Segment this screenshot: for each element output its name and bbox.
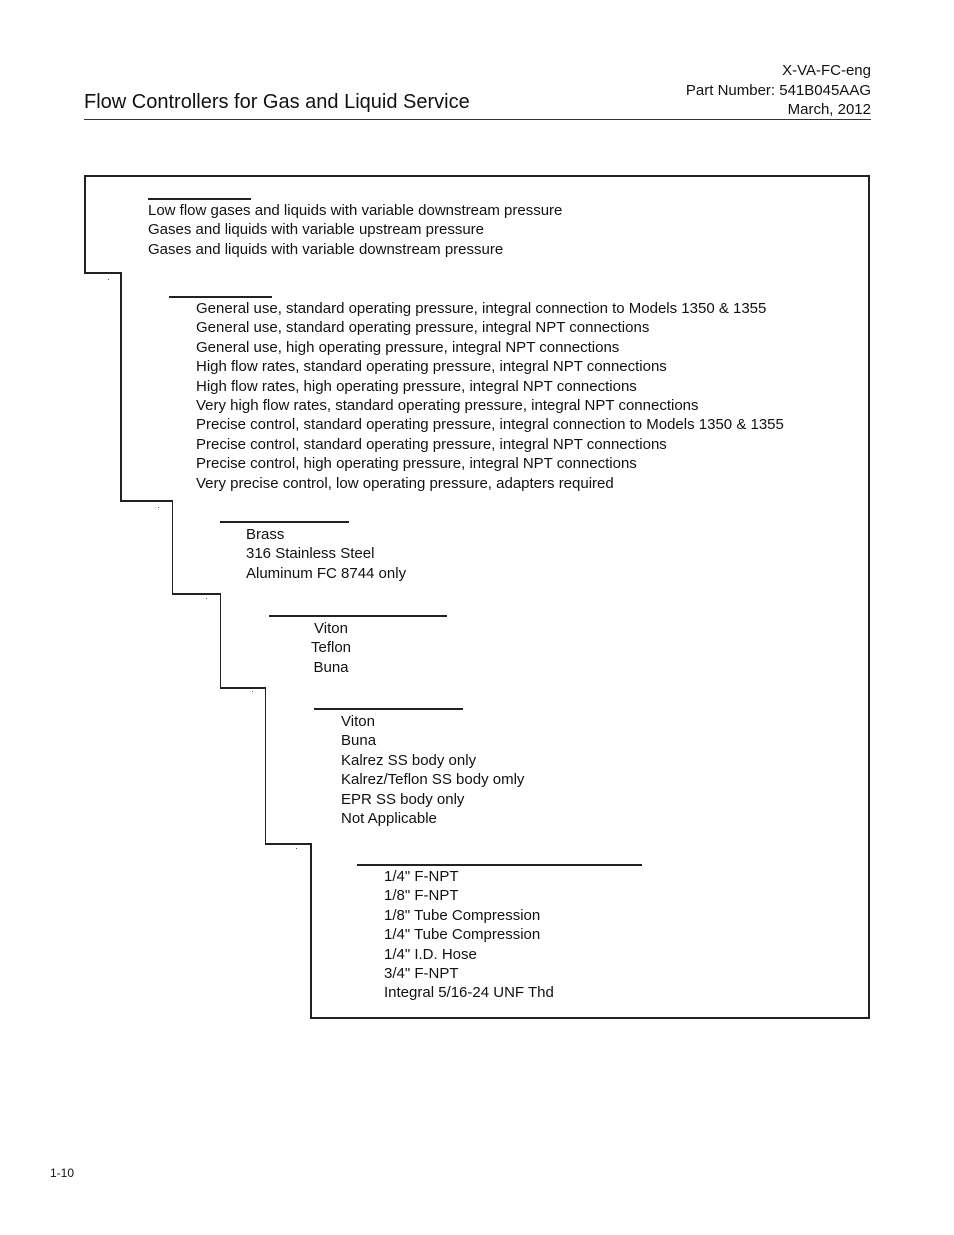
marker-dot (296, 848, 297, 849)
section-6-list (384, 867, 554, 1003)
section-3-underline (220, 521, 349, 523)
part-number: Part Number: 541B045AAG (685, 81, 871, 99)
list-item: Buna (313, 658, 349, 676)
section-4-list (309, 619, 353, 677)
marker-dot (158, 507, 159, 508)
section-3-list (246, 525, 406, 583)
list-item: EPR SS body only (341, 790, 465, 808)
list-item: Precise control, high operating pressure, integral NPT connections (196, 455, 637, 473)
section-4-underline (269, 615, 447, 617)
list-item: 3/4" F-NPT (384, 965, 459, 983)
list-item: Brass (246, 526, 285, 543)
marker-dot (108, 279, 109, 280)
doc-date: March, 2012 (787, 101, 871, 118)
list-item: Gases and liquids with variable upstream pressure (148, 221, 484, 239)
list-item: 1/4" Tube Compression (384, 926, 541, 944)
section-6-underline (357, 864, 642, 866)
list-item: Kalrez/Teflon SS body omly (341, 771, 525, 789)
list-item: Integral 5/16-24 UNF Thd (384, 984, 554, 1002)
list-item: General use, high operating pressure, integral NPT connections (196, 338, 620, 356)
section-2-underline (169, 296, 272, 298)
list-item: 1/4" F-NPT (384, 868, 459, 885)
section-5-underline (314, 708, 463, 710)
list-item: Teflon (310, 639, 352, 657)
list-item: Low flow gases and liquids with variable downstream pressure (148, 202, 563, 219)
marker-dot (206, 598, 207, 599)
list-item: Buna (341, 732, 377, 750)
list-item: 316 Stainless Steel (246, 545, 375, 563)
list-item: 1/8" Tube Compression (384, 906, 541, 924)
list-item: 1/4" I.D. Hose (384, 945, 477, 963)
list-item: Viton (314, 620, 348, 637)
section-5-list (341, 712, 524, 828)
list-item: Viton (341, 713, 375, 730)
list-item: General use, standard operating pressure, integral connection to Models 1350 & 1355 (196, 300, 767, 317)
section-2-list (196, 299, 784, 493)
list-item: Precise control, standard operating pressure, integral connection to Models 1350 & 1355 (196, 416, 784, 434)
list-item: Aluminum FC 8744 only (246, 564, 407, 582)
page-number: 1-10 (50, 1166, 75, 1180)
list-item: Gases and liquids with variable downstream pressure (148, 240, 504, 258)
section-1-underline (148, 198, 251, 200)
list-item: Kalrez SS body only (341, 751, 477, 769)
list-item: High flow rates, standard operating pressure, integral NPT connections (196, 358, 667, 376)
header-rule (84, 119, 871, 120)
list-item: High flow rates, high operating pressure, integral NPT connections (196, 377, 637, 395)
list-item: Very precise control, low operating pressure, adapters required (196, 474, 614, 492)
list-item: Very high flow rates, standard operating pressure, integral NPT connections (196, 397, 699, 415)
page-title: Flow Controllers for Gas and Liquid Service (84, 91, 470, 113)
list-item: General use, standard operating pressure, integral NPT connections (196, 319, 650, 337)
document-info (686, 61, 871, 120)
marker-dot (252, 691, 253, 692)
doc-code: X-VA-FC-eng (782, 62, 871, 79)
list-item: Not Applicable (341, 810, 437, 828)
list-item: 1/8" F-NPT (384, 887, 459, 905)
section-1-list (148, 201, 562, 259)
list-item: Precise control, standard operating pressure, integral NPT connections (196, 435, 667, 453)
